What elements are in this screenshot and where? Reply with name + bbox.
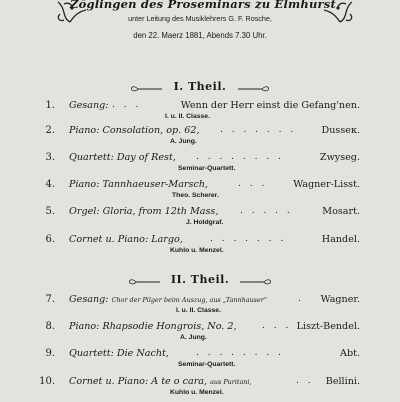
item-performer: A. Jung.: [170, 138, 197, 145]
section-label: II. Theil.: [170, 273, 230, 286]
item-number: 2.: [45, 125, 55, 136]
item-piece: Piano: Rhapsodie Hongrois, No. 2,: [69, 321, 237, 332]
item-composer: Wagner-Lisst.: [293, 179, 360, 190]
program-item: [0, 152, 400, 178]
item-dots: . .: [296, 376, 314, 386]
item-composer: Zwyseg.: [319, 152, 360, 163]
program-item: [0, 294, 400, 320]
program-item: [0, 100, 400, 126]
item-number: 6.: [45, 234, 55, 245]
item-performer: Kuhlo u. Menzel.: [170, 389, 224, 396]
item-piece: Quartett: Die Nacht,: [69, 348, 169, 359]
program-item: [0, 348, 400, 374]
item-number: 9.: [45, 348, 55, 359]
item-dots: . . .: [112, 100, 142, 110]
item-piece-note: aus Puritani,: [210, 378, 252, 386]
item-dots: . . .: [262, 321, 292, 331]
item-composer: Mosart.: [322, 206, 360, 217]
item-number: 7.: [45, 294, 55, 305]
item-composer: Liszt-Bendel.: [296, 321, 360, 332]
item-piece: Piano: Consolation, op. 62,: [69, 125, 200, 136]
item-performer: Seminar-Quartett.: [178, 165, 236, 172]
item-piece: Quartett: Day of Rest,: [69, 152, 176, 163]
section-heading: [100, 80, 300, 96]
item-number: 3.: [45, 152, 55, 163]
item-dots: . . . . . . .: [210, 234, 287, 244]
program-title: Zöglingen des Proseminars zu Elmhurst: [70, 0, 336, 11]
program-item: [0, 179, 400, 205]
item-piece: Gesang:: [69, 100, 109, 111]
item-performer: Seminar-Quartett.: [178, 361, 236, 368]
program-item: [0, 321, 400, 347]
item-composer: Handel.: [321, 234, 360, 245]
item-composer: Wagner.: [320, 294, 360, 305]
item-dots: . . . . . . . .: [196, 348, 284, 358]
item-dots: . . . . .: [240, 206, 293, 216]
item-performer: A. Jung.: [180, 334, 207, 341]
item-composer: Abt.: [340, 348, 360, 359]
item-piece: Cornet u. Piano: A te o cara, aus Puritani,: [69, 376, 252, 387]
program-item: [0, 376, 400, 402]
program-item: [0, 125, 400, 151]
item-dots: .: [298, 294, 304, 304]
item-number: 10.: [39, 376, 55, 387]
program-subtitle: unter Leitung des Musiklehrers G. F. Rosche,: [128, 14, 272, 23]
item-piece: Orgel: Gloria, from 12th Mass,: [69, 206, 219, 217]
program-item: [0, 206, 400, 232]
item-number: 5.: [45, 206, 55, 217]
item-dots: . . . . . . . .: [196, 152, 284, 162]
program-date: den 22. Maerz 1881, Abends 7.30 Uhr.: [133, 31, 267, 40]
section-label: I. Theil.: [173, 80, 227, 93]
item-number: 1.: [45, 100, 55, 111]
item-performer: Theo. Scherer.: [172, 192, 219, 199]
item-piece: Gesang: Chor der Pilger beim Auszug, aus „Tannhauser“: [69, 294, 268, 305]
item-composer: Dusseк.: [321, 125, 360, 136]
item-piece: Cornet u. Piano: Largo,: [69, 234, 183, 245]
item-dots: . . . . . . .: [220, 125, 297, 135]
item-number: 4.: [45, 179, 55, 190]
item-performer: I. u. II. Classe.: [165, 113, 210, 120]
item-performer: I. u. II. Classe.: [176, 307, 221, 314]
item-performer: J. Holdgraf.: [186, 219, 224, 226]
item-piece-note: Chor der Pilger beim Auszug, aus „Tannhauser“: [111, 296, 268, 304]
item-piece: Piano: Tannhaeuser-Marsch,: [69, 179, 209, 190]
program-item: [0, 234, 400, 260]
item-dots: . . .: [238, 179, 268, 189]
item-performer: Kuhlo u. Menzel.: [170, 247, 224, 254]
section-heading: [100, 273, 300, 289]
item-number: 8.: [45, 321, 55, 332]
item-composer: Wenn der Herr einst die Gefang'nen.: [180, 100, 360, 111]
item-composer: Bellini.: [325, 376, 360, 387]
